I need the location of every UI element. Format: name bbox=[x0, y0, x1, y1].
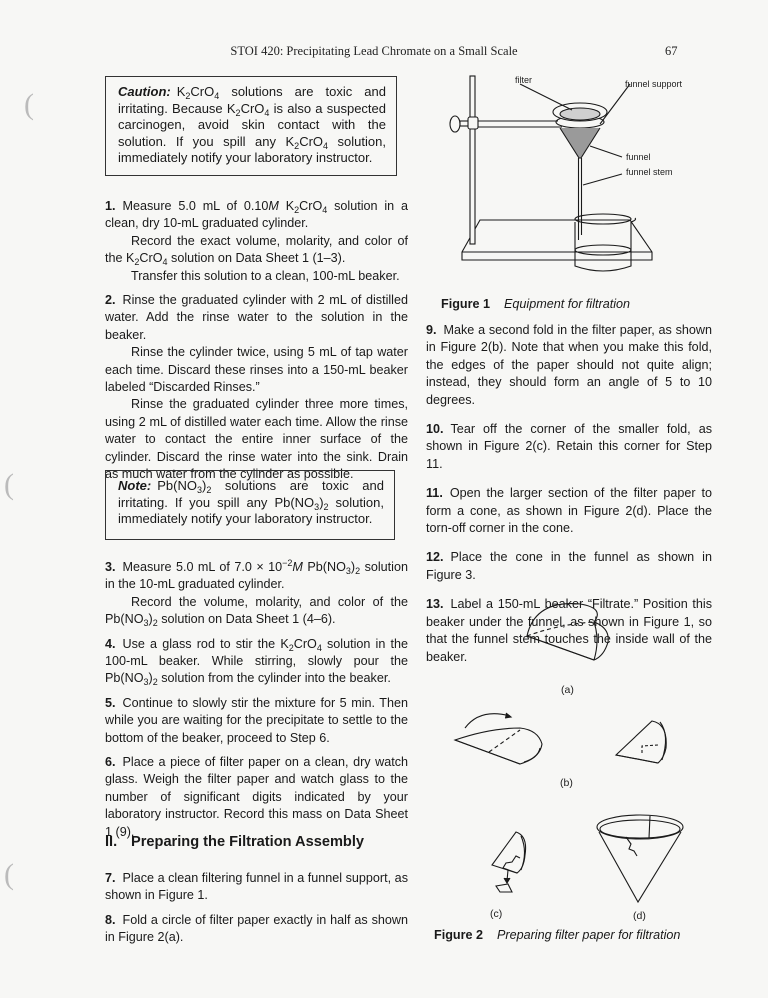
steps-1-2 bbox=[105, 198, 408, 484]
page-number: 67 bbox=[665, 44, 678, 58]
step-1-record: Record the exact volume, molarity, and color of the $K_2CrO_4$ solution on Data Sheet 1 (1–3). bbox=[105, 233, 408, 268]
note-label: Note: bbox=[118, 478, 152, 493]
sublabel-b: (b) bbox=[560, 777, 573, 789]
step-10: 10. Tear off the corner of the smaller fold, as shown in Figure 2(c). Retain this corner for Step 11. bbox=[426, 422, 712, 471]
step-7: 7. Place a clean filtering funnel in a funnel support, as shown in Figure 1. bbox=[105, 871, 408, 903]
step-5: 5. Continue to slowly stir the mixture for 5 min. Then while you are waiting for the precipitate to settle to the bottom of the beaker, proceed to Step 6. bbox=[105, 695, 408, 745]
step-1-transfer: Transfer this solution to a clean, 100-mL beaker. bbox=[131, 268, 400, 283]
step-9: 9. Make a second fold in the filter paper, as shown in Figure 2(b). Note that when you make this fold, the edges of the paper should not quite align; instead, they should form an angle of 5 to 10 degrees. bbox=[426, 323, 712, 407]
step-2-rinse-distilled: Rinse the graduated cylinder three more times, using 2 mL of distilled water each time. Allow the rinse water to contact the entire inner surface of the cylinder. Discard the rinse water into the sink. Drain as much water from the cylinder as possible. bbox=[105, 397, 408, 482]
sublabel-a: (a) bbox=[561, 684, 574, 696]
step-12: 12. Place the cone in the funnel as shown in Figure 3. bbox=[426, 550, 712, 582]
caution-label: Caution: bbox=[118, 84, 171, 99]
step-8: 8. Fold a circle of filter paper exactly in half as shown in Figure 2(a). bbox=[105, 912, 408, 945]
label-filter: filter bbox=[515, 75, 533, 85]
caution-box: Caution: $K_2CrO_4$ solutions are toxic and irritating. Because $K_2CrO_4$ is also a suspected carcinogen, avoid skin contact with the solution. If you spill any $K_2CrO_4$ solution, immediately notify your laboratory instructor. bbox=[105, 76, 397, 176]
figure-1-filtration-apparatus bbox=[440, 70, 710, 300]
figure-1-caption: Figure 1 Equipment for filtration bbox=[441, 297, 630, 311]
step-4: 4. Use a glass rod to stir the $K_2CrO_4$ solution in the 100-mL beaker. While stirring, slowly pour the $Pb(NO_3)_2$ solution from the cylinder into the beaker. bbox=[105, 636, 408, 688]
step-11: 11. Open the larger section of the filter paper to form a cone, as shown in Figure 2(d). Place the torn-off corner in the cone. bbox=[426, 486, 712, 536]
step-2: 2. Rinse the graduated cylinder with 2 mL of distilled water. Add the rinse water to the solution in the beaker. bbox=[105, 293, 408, 342]
step-3-record: Record the volume, molarity, and color of the $Pb(NO_3)_2$ solution on Data Sheet 1 (4–6). bbox=[105, 594, 408, 629]
step-3: 3. Measure 5.0 mL of $7.0 \times 10^{-2}M$ $Pb(NO_3)_2$ solution in the 10-mL graduated cylinder. bbox=[105, 558, 408, 592]
filter-folding-illustration bbox=[420, 600, 720, 940]
binder-hole-mark: ( bbox=[4, 468, 14, 501]
step-13: 13. Label a 150-mL beaker “Filtrate.” Position this beaker under the funnel, as shown in Figure 1, so that the funnel stem touches the inside wall of the beaker. bbox=[426, 597, 712, 664]
note-box: Note: $Pb(NO_3)_2$ solutions are toxic and irritating. If you spill any $Pb(NO_3)_2$ solution, immediately notify your laboratory instructor. bbox=[105, 470, 395, 540]
sublabel-c: (c) bbox=[490, 908, 503, 920]
label-funnel-stem: funnel stem bbox=[626, 167, 673, 177]
binder-hole-mark: ( bbox=[24, 88, 34, 121]
sublabel-d: (d) bbox=[633, 910, 646, 922]
section-heading: II. Preparing the Filtration Assembly bbox=[105, 834, 365, 850]
figure-2-filter-folding bbox=[420, 600, 720, 940]
label-funnel-support: funnel support bbox=[625, 79, 683, 89]
steps-7-8 bbox=[105, 870, 408, 947]
step-2-rinse-tap: Rinse the cylinder twice, using 5 mL of tap water each time. Discard these rinses into a 150-mL beaker labeled “Discarded Rinses.” bbox=[105, 345, 408, 395]
binder-hole-mark: ( bbox=[4, 858, 14, 891]
steps-3-6 bbox=[105, 559, 408, 841]
step-6: 6. Place a piece of filter paper on a clean, dry watch glass. Weigh the filter paper and watch glass to the number of significant digits indicated by your laboratory instructor. Record this mass on Data Sheet 1 (9). bbox=[105, 755, 408, 839]
running-header-title: STOI 420: Precipitating Lead Chromate on a Small Scale bbox=[230, 44, 518, 58]
label-funnel: funnel bbox=[626, 152, 651, 162]
figure-2-caption: Figure 2 Preparing filter paper for filtration bbox=[434, 928, 681, 942]
step-1: 1. Measure 5.0 mL of 0.10M $K_2CrO_4$ solution in a clean, dry 10-mL graduated cylinder. bbox=[105, 199, 408, 231]
filtration-apparatus-illustration bbox=[440, 70, 710, 300]
